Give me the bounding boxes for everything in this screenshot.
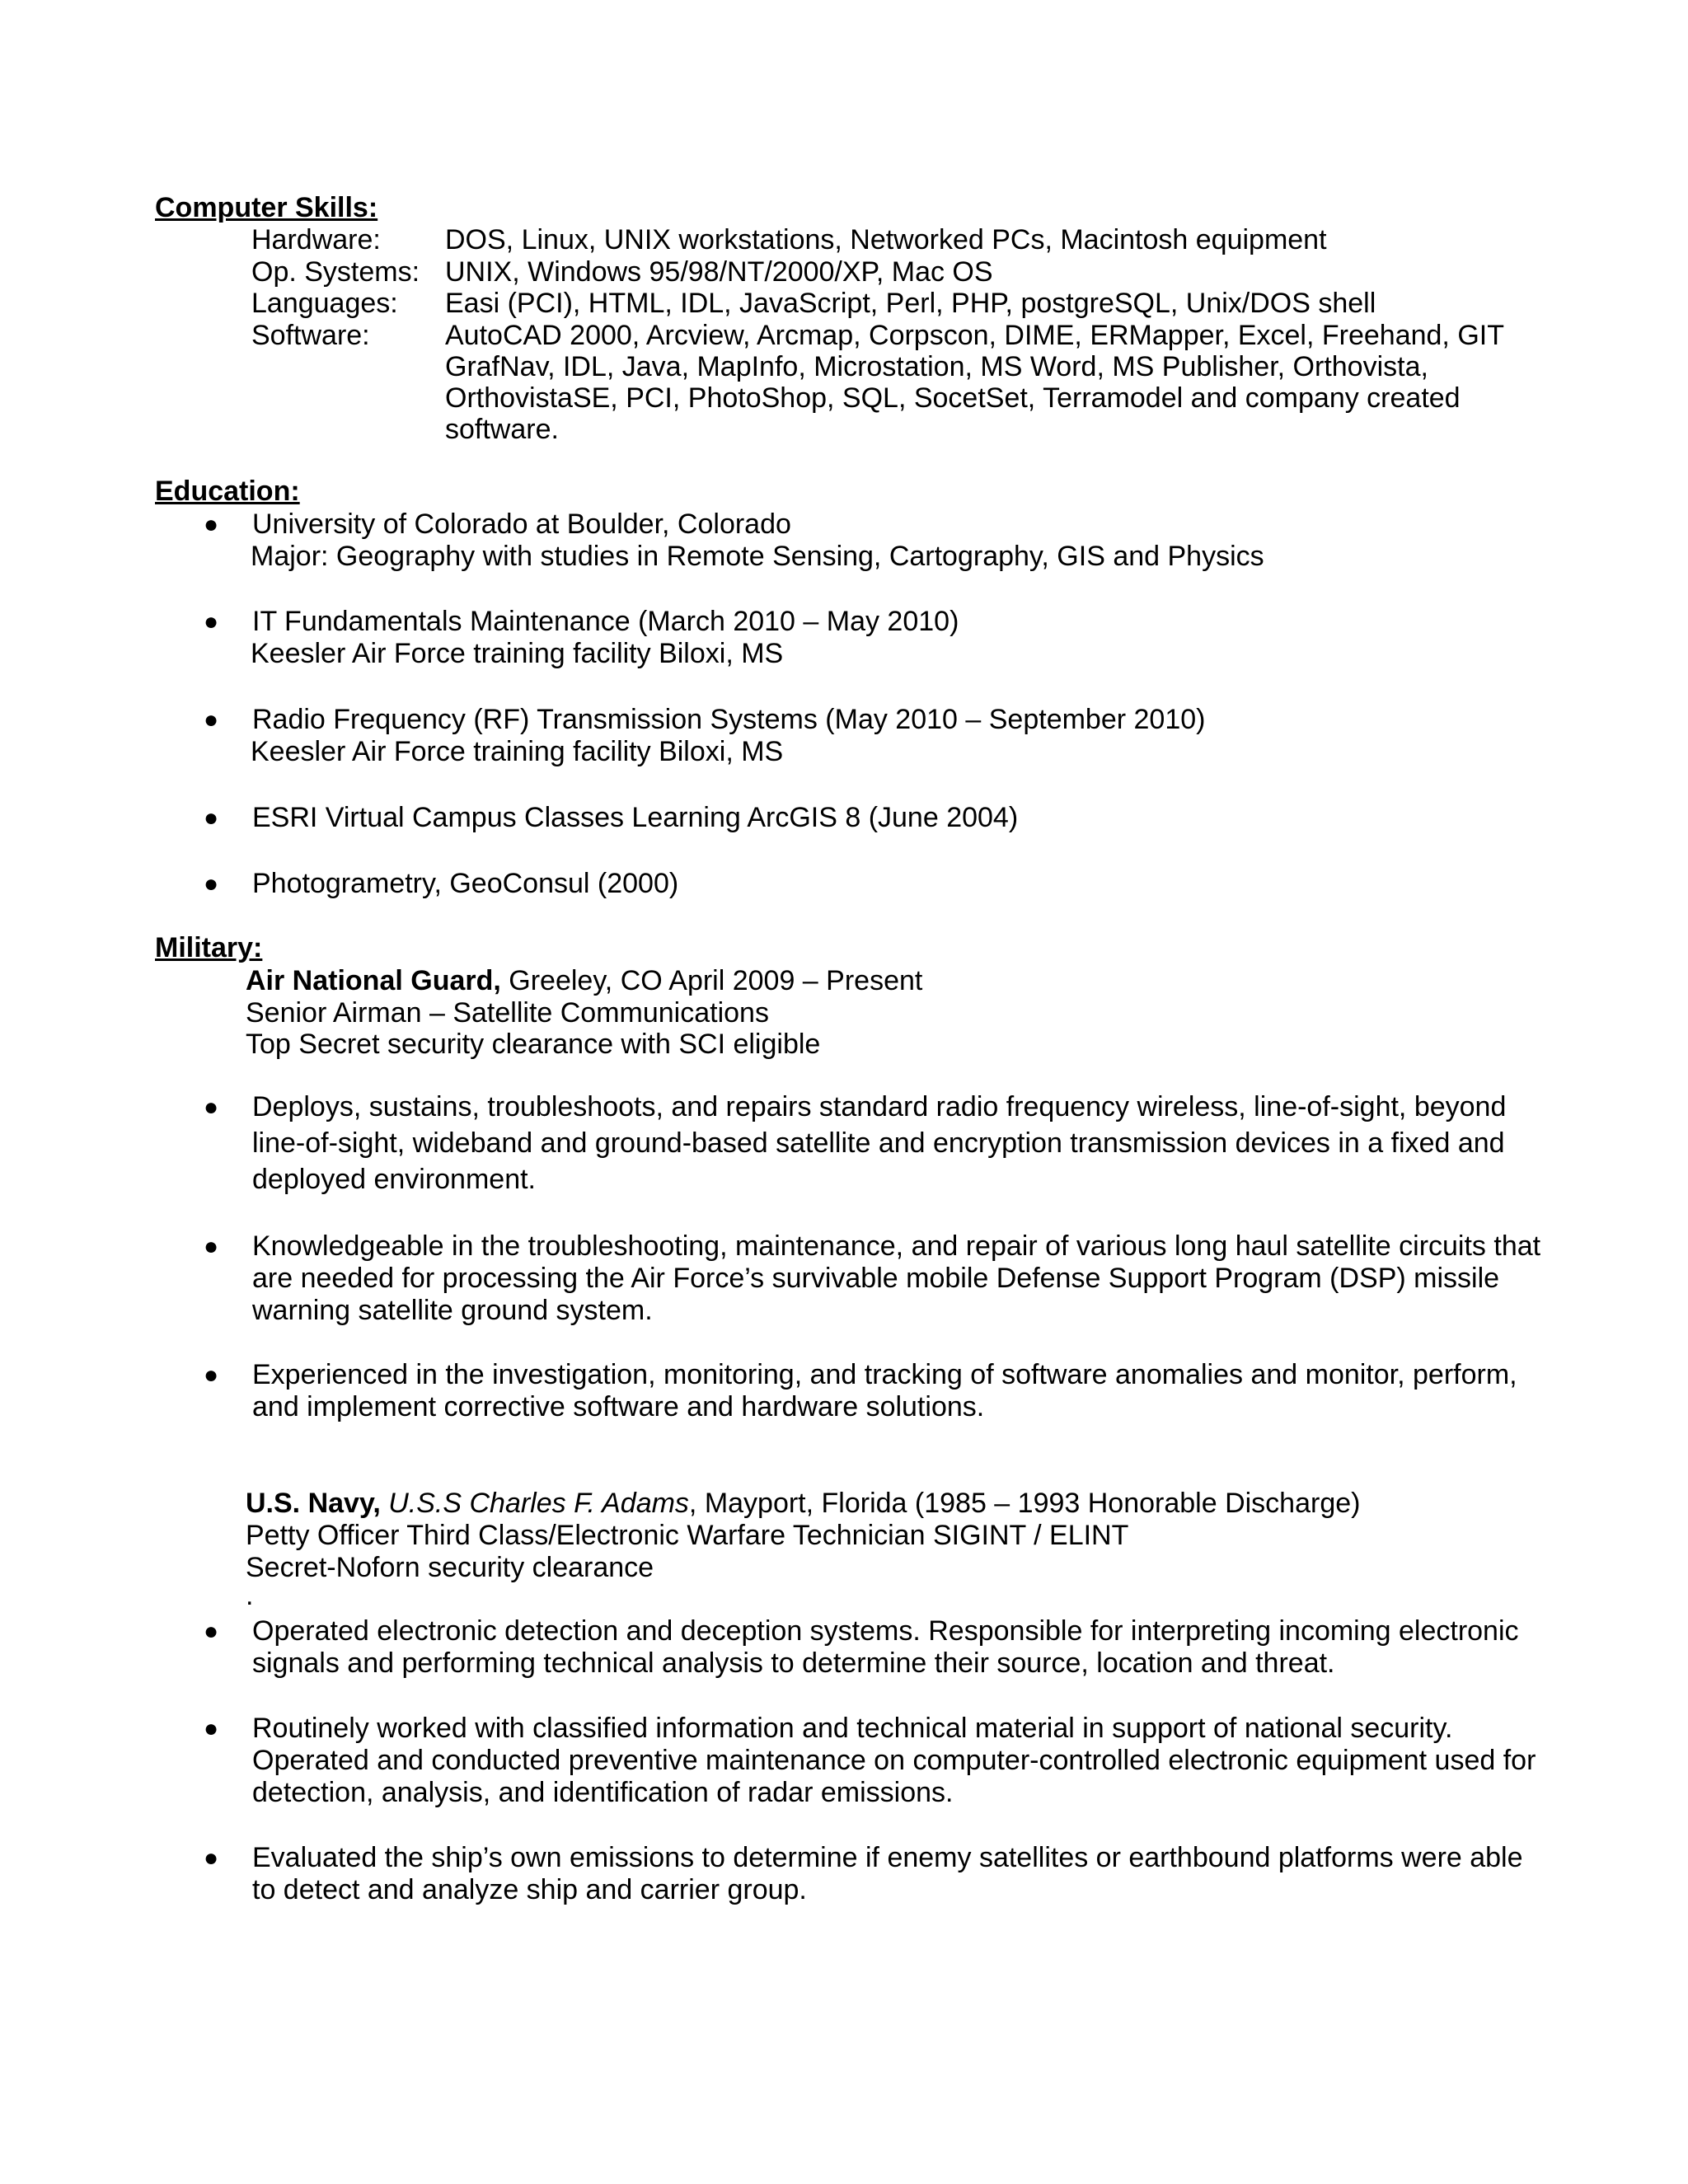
bullet-icon: ●: [204, 1094, 219, 1121]
bullet-icon: ●: [204, 1233, 219, 1260]
duty-line: Experienced in the investigation, monitoring, and tracking of software anomalies and monitor, perform,: [252, 1359, 1517, 1390]
navy-dot: .: [246, 1580, 254, 1611]
education-title: Radio Frequency (RF) Transmission Systems (May 2010 – September 2010): [252, 704, 1206, 735]
navy-org: U.S. Navy,: [246, 1488, 381, 1519]
education-heading: Education:: [155, 476, 300, 507]
skill-label: Software:: [251, 320, 370, 351]
education-title: University of Colorado at Boulder, Colorado: [252, 509, 791, 540]
bullet-icon: ●: [204, 870, 219, 898]
military-heading: Military:: [155, 932, 263, 963]
education-detail: Keesler Air Force training facility Biloxi, MS: [251, 638, 784, 669]
duty-line: Knowledgeable in the troubleshooting, maintenance, and repair of various long haul satellite circuits that: [252, 1230, 1541, 1262]
duty-line: are needed for processing the Air Force’s survivable mobile Defense Support Program (DSP) missile: [252, 1263, 1500, 1294]
skill-label: Languages:: [251, 288, 398, 319]
anguard-clearance: Top Secret security clearance with SCI eligible: [246, 1029, 821, 1060]
anguard-title-line: [246, 965, 922, 997]
bullet-icon: ●: [204, 1618, 219, 1645]
skill-value: UNIX, Windows 95/98/NT/2000/XP, Mac OS: [445, 256, 993, 288]
anguard-detail: Greeley, CO April 2009 – Present: [500, 965, 923, 996]
duty-line: Operated electronic detection and deception systems. Responsible for interpreting incoming electronic: [252, 1615, 1519, 1647]
bullet-icon: ●: [204, 1715, 219, 1742]
navy-title-line: [246, 1488, 1360, 1520]
skill-value: AutoCAD 2000, Arcview, Arcmap, Corpscon, DIME, ERMapper, Excel, Freehand, GIT: [445, 320, 1504, 351]
duty-line: Evaluated the ship’s own emissions to determine if enemy satellites or earthbound platforms were able: [252, 1842, 1523, 1873]
navy-ship: U.S.S Charles F. Adams: [388, 1488, 689, 1519]
duty-line: signals and performing technical analysis to determine their source, location and threat.: [252, 1647, 1335, 1679]
duty-line: deployed environment.: [252, 1164, 537, 1195]
computer-skills-heading: Computer Skills:: [155, 192, 378, 223]
duty-line: and implement corrective software and hardware solutions.: [252, 1391, 985, 1422]
duty-line: to detect and analyze ship and carrier group.: [252, 1874, 807, 1905]
skill-label: Hardware:: [251, 224, 381, 255]
skill-value: Easi (PCI), HTML, IDL, JavaScript, Perl, PHP, postgreSQL, Unix/DOS shell: [445, 288, 1376, 319]
education-title: IT Fundamentals Maintenance (March 2010 – May 2010): [252, 606, 959, 637]
anguard-role: Senior Airman – Satellite Communications: [246, 997, 769, 1029]
navy-detail: , Mayport, Florida (1985 – 1993 Honorable Discharge): [688, 1488, 1361, 1519]
duty-line: warning satellite ground system.: [252, 1295, 653, 1326]
duty-line: Operated and conducted preventive maintenance on computer-controlled electronic equipment used for: [252, 1745, 1536, 1776]
anguard-org: Air National Guard,: [246, 965, 501, 996]
bullet-icon: ●: [204, 608, 219, 635]
education-title: Photogrametry, GeoConsul (2000): [252, 868, 679, 899]
education-detail: Major: Geography with studies in Remote Sensing, Cartography, GIS and Physics: [251, 541, 1264, 572]
navy-role: Petty Officer Third Class/Electronic Warfare Technician SIGINT / ELINT: [246, 1520, 1129, 1551]
skill-value: OrthovistaSE, PCI, PhotoShop, SQL, SocetSet, Terramodel and company created: [445, 382, 1461, 414]
bullet-icon: ●: [204, 1844, 219, 1872]
bullet-icon: ●: [204, 706, 219, 733]
navy-clearance: Secret-Noforn security clearance: [246, 1552, 654, 1583]
duty-line: Deploys, sustains, troubleshoots, and repairs standard radio frequency wireless, line-of-sight, beyond: [252, 1091, 1507, 1122]
skill-label: Op. Systems:: [251, 256, 420, 288]
bullet-icon: ●: [204, 1361, 219, 1389]
skill-value: software.: [445, 414, 559, 445]
education-title: ESRI Virtual Campus Classes Learning ArcGIS 8 (June 2004): [252, 802, 1019, 833]
duty-line: line-of-sight, wideband and ground-based satellite and encryption transmission devices in a fixed and: [252, 1127, 1505, 1159]
duty-line: detection, analysis, and identification of radar emissions.: [252, 1777, 954, 1808]
education-detail: Keesler Air Force training facility Biloxi, MS: [251, 736, 784, 767]
skill-value: DOS, Linux, UNIX workstations, Networked PCs, Macintosh equipment: [445, 224, 1327, 255]
bullet-icon: ●: [204, 511, 219, 538]
bullet-icon: ●: [204, 804, 219, 832]
skill-value: GrafNav, IDL, Java, MapInfo, Microstation, MS Word, MS Publisher, Orthovista,: [445, 351, 1428, 382]
duty-line: Routinely worked with classified information and technical material in support of national security.: [252, 1713, 1453, 1744]
